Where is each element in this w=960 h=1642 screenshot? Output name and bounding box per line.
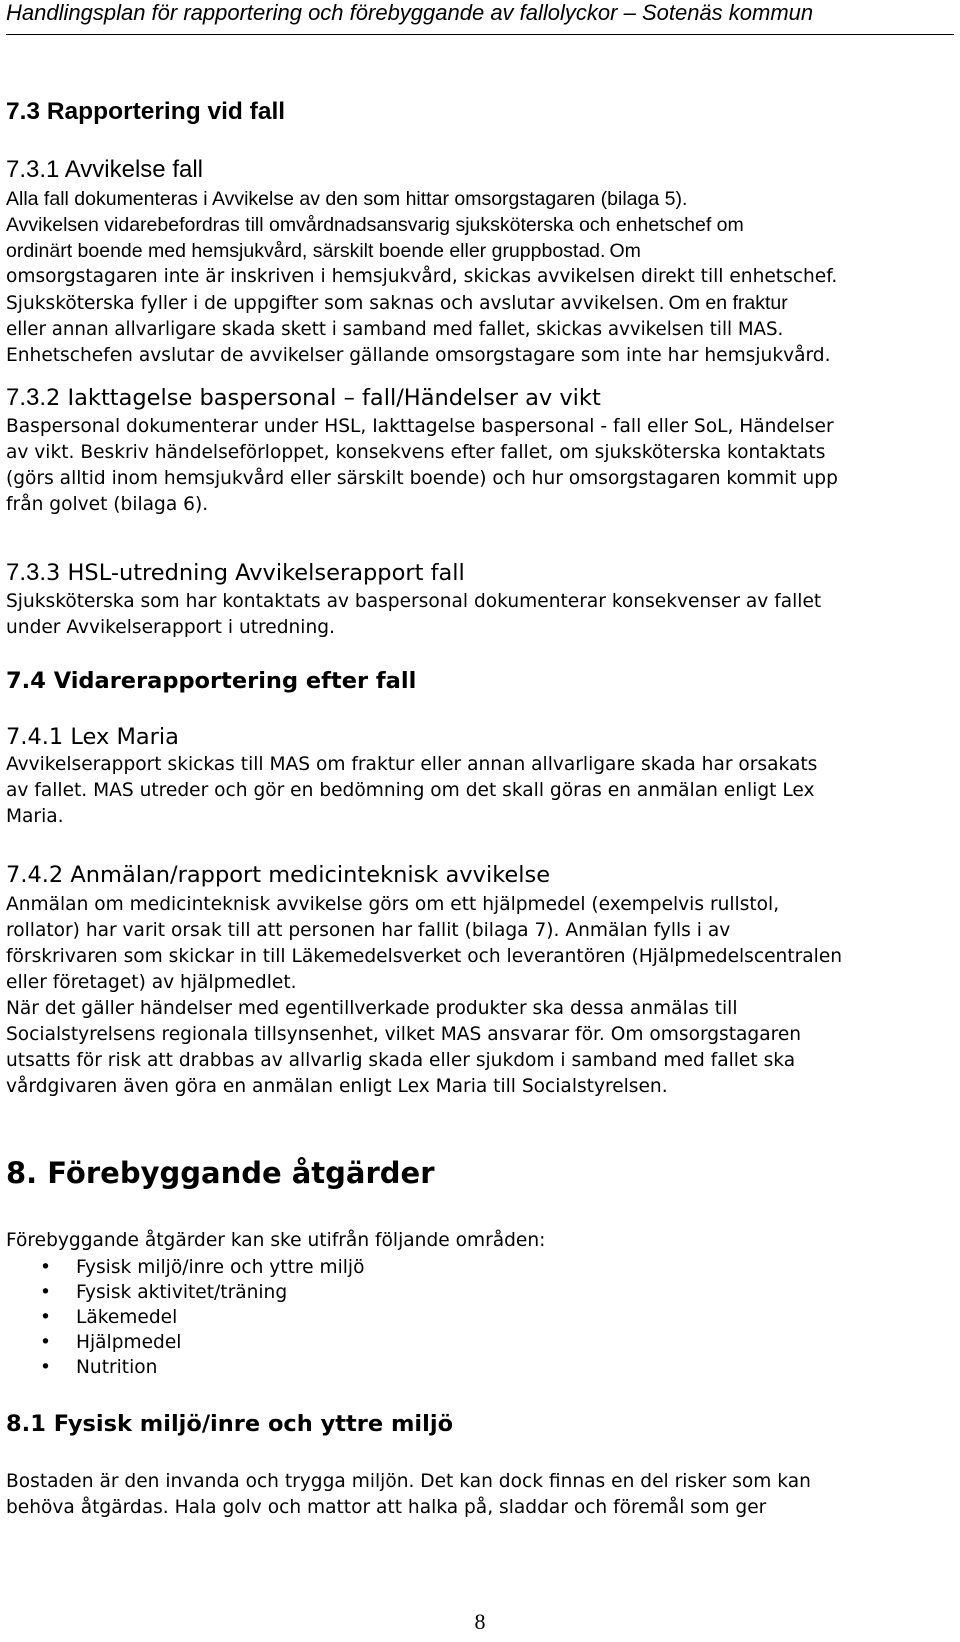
paragraph-line: av vikt. Beskriv händelseförloppet, konsekvens efter fallet, om sjuksköterska kontaktats: [6, 442, 826, 463]
paragraph-line: rollator) har varit orsak till att personen har fallit (bilaga 7). Anmälan fylls i av: [6, 920, 731, 941]
text-run: Sjuksköterska fyller i de uppgifter som saknas och avslutar avvikelsen.: [6, 293, 665, 314]
paragraph-line: Sjuksköterska som har kontaktats av baspersonal dokumenterar konsekvenser av fallet: [6, 591, 822, 612]
list-item: [6, 1305, 364, 1330]
paragraph-line: Maria.: [6, 806, 64, 827]
paragraph-line: eller företaget) av hjälpmedlet.: [6, 972, 297, 993]
list-item: [6, 1330, 364, 1355]
paragraph-line: vårdgivaren även göra en anmälan enligt Lex Maria till Socialstyrelsen.: [6, 1076, 668, 1097]
paragraph-line: [6, 290, 954, 317]
heading-text: 3 HSL-utredning Avvikelserapport fall: [46, 560, 465, 586]
paragraph-line: Enhetschefen avslutar de avvikelser gällande omsorgstagare som inte har hemsjukvård.: [6, 345, 831, 366]
header-rule: [6, 34, 954, 35]
bullet-icon: •: [40, 1332, 51, 1353]
list-item: [6, 1355, 364, 1380]
paragraph-7-3-1: [6, 186, 954, 369]
bullet-icon: •: [40, 1282, 51, 1303]
chapter-heading-8: 8. Förebyggande åtgärder: [6, 1156, 435, 1190]
text-run: eller annan allvarligare skada skett i samband med fallet, skickas avvikelsen till MAS.: [6, 319, 784, 340]
paragraph-line: [6, 238, 954, 264]
paragraph-7-3-2: [6, 414, 954, 518]
paragraph-line: utsatts för risk att drabbas av allvarlig skada eller sjukdom i samband med fallet ska: [6, 1050, 796, 1071]
paragraph-line: förskrivaren som skickar in till Läkemedelsverket och leverantören (Hjälpmedelscentralen: [6, 946, 843, 967]
subsection-heading-7-4-1: 7.4.1 Lex Maria: [6, 724, 179, 750]
paragraph-line: Avvikelsen vidarebefordras till omvårdnadsansvarig sjuksköterska och enhetschef om: [6, 214, 744, 236]
heading-number: 7.3.: [6, 559, 47, 586]
paragraph-line: av fallet. MAS utreder och gör en bedömning om det skall göras en anmälan enligt Lex: [6, 780, 815, 801]
text-run: Om en fraktur: [668, 292, 788, 314]
paragraph-line: (görs alltid inom hemsjukvård eller särskilt boende) och hur omsorgstagaren kommit upp: [6, 468, 838, 489]
subsection-heading-7-3-3: [6, 558, 954, 588]
paragraph-7-4-2: [6, 892, 954, 1100]
paragraph-line: under Avvikelserapport i utredning.: [6, 617, 335, 638]
text-run: Om: [609, 240, 641, 262]
paragraph-line: Alla fall dokumenteras i Avvikelse av den som hittar omsorgstagaren (bilaga 5).: [6, 188, 688, 210]
list-item-text: Hjälpmedel: [76, 1332, 182, 1353]
list-item-text: Läkemedel: [76, 1307, 178, 1328]
list-item-text: Nutrition: [76, 1357, 158, 1378]
list-item-text: Fysisk miljö/inre och yttre miljö: [76, 1257, 365, 1278]
section-heading-7-4: 7.4 Vidarerapportering efter fall: [6, 668, 417, 694]
paragraph-line: Baspersonal dokumenterar under HSL, Iakttagelse baspersonal - fall eller SoL, Händelser: [6, 416, 834, 437]
paragraph-8-1: [6, 1469, 954, 1521]
paragraph-line: Bostaden är den invanda och trygga miljön. Det kan dock finnas en del risker som kan: [6, 1471, 811, 1492]
subsection-heading-7-3-1: 7.3.1 Avvikelse fall: [6, 156, 204, 183]
bullet-icon: •: [40, 1257, 51, 1278]
list-item-text: Fysisk aktivitet/träning: [76, 1282, 288, 1303]
bullet-icon: •: [40, 1357, 51, 1378]
paragraph-8-intro: Förebyggande åtgärder kan ske utifrån följande områden:: [6, 1230, 546, 1251]
paragraph-line: omsorgstagaren inte är inskriven i hemsjukvård, skickas avvikelsen direkt till enhetschef.: [6, 266, 838, 287]
paragraph-line: [6, 317, 954, 343]
section-heading-8-1: 8.1 Fysisk miljö/inre och yttre miljö: [6, 1411, 454, 1437]
running-header: Handlingsplan för rapportering och förebyggande av fallolyckor – Sotenäs kommun: [6, 0, 814, 25]
paragraph-line: Avvikelserapport skickas till MAS om fraktur eller annan allvarligare skada har orsakats: [6, 754, 818, 775]
bullet-icon: •: [40, 1307, 51, 1328]
paragraph-7-3-3: [6, 589, 954, 641]
subsection-heading-7-3-2: [6, 383, 954, 413]
list-item: [6, 1255, 364, 1280]
subsection-heading-7-4-2: 7.4.2 Anmälan/rapport medicinteknisk avvikelse: [6, 862, 551, 888]
section-heading-7-3: 7.3 Rapportering vid fall: [6, 98, 286, 125]
bullet-list: [6, 1255, 364, 1380]
text-run: ordinärt boende med hemsjukvård, särskilt boende eller gruppbostad.: [6, 240, 606, 262]
heading-text: 2 Iakttagelse baspersonal – fall/Händelser av vikt: [46, 385, 601, 411]
heading-number: 7.3.: [6, 384, 47, 411]
page-number: 8: [474, 1609, 486, 1634]
paragraph-7-4-1: [6, 752, 954, 830]
paragraph-line: Anmälan om medicinteknisk avvikelse görs om ett hjälpmedel (exempelvis rullstol,: [6, 894, 780, 915]
paragraph-line: från golvet (bilaga 6).: [6, 494, 209, 515]
paragraph-line: behöva åtgärdas. Hala golv och mattor att halka på, sladdar och föremål som ger: [6, 1497, 767, 1518]
paragraph-line: Socialstyrelsens regionala tillsynsenhet, vilket MAS ansvarar för. Om omsorgstagaren: [6, 1024, 802, 1045]
paragraph-line: När det gäller händelser med egentillverkade produkter ska dessa anmälas till: [6, 998, 738, 1019]
list-item: [6, 1280, 364, 1305]
